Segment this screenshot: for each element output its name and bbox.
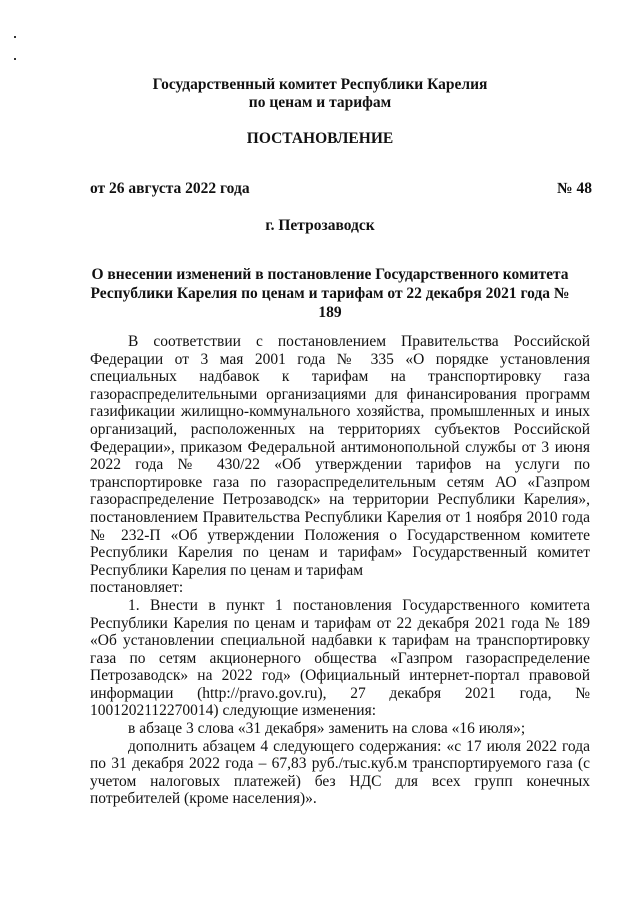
preamble-paragraph: В соответствии с постановлением Правительства Российской Федерации от 3 мая 2001 года № 335 «О порядке установления специальных надбавок к тарифам на транспортировку газа газораспределительными организациями для финансирования программ газификации жилищно-коммунального хозяйства, промышленных и иных организаций, расположенных на территориях субъектов Российской Федерации», приказом Федеральной антимонопольной службы от 3 июня 2022 года № 430/22 «Об утверждении тарифов на услуги по транспортировке газа по газораспределительным сетям АО «Газпром газораспределение Петрозаводск» на территории Республики Карелия», постановлением Правительства Республики Карелия от 1 ноября 2010 года № 232-П «Об утверждении Положения о Государственном комитете Республики Карелия по ценам и тарифам» Государственный комитет Республики Карелия по ценам и тарифам [90,333,590,579]
document-city: г. Петрозаводск [265,217,375,234]
amendment-2: дополнить абзацем 4 следующего содержания: «с 17 июля 2022 года по 31 декабря 2022 года – 67,83 руб./тыс.куб.м транспортируемого газа (с учетом налоговых платежей) без НДС для всех групп конечных потребителей (кроме населения)». [90,737,590,808]
subject-line-1: О внесении изменений в постановление Государственного комитета [91,266,569,283]
amendment-1: в абзаце 3 слова «31 декабря» заменить на слова «16 июля»; [128,720,526,738]
document-body [90,333,590,808]
scan-speck [14,36,16,38]
document-date: от 26 августа 2022 года [90,180,250,197]
issuing-organization [0,76,640,112]
subject-line-2: Республики Карелия по ценам и тарифам от 22 декабря 2021 года № 189 [90,285,570,321]
decree-word: постановляет: [90,579,184,597]
document-type: ПОСТАНОВЛЕНИЕ [246,130,394,147]
document-number: № 48 [557,180,592,197]
org-line-2: по ценам и тарифам [248,94,392,111]
scan-speck [14,58,16,60]
document-subject [80,265,580,322]
org-line-1: Государственный комитет Республики Карелия [152,76,488,93]
item-1-paragraph: 1. Внести в пункт 1 постановления Государственного комитета Республики Карелия по ценам и тарифам от 22 декабря 2021 года № 189 «Об установлении специальной надбавки к тарифам на транспортировку газа по сетям акционерного общества «Газпром газораспределение Петрозаводск» на 2022 год» (Официальный интернет-портал правовой информации (http://pravo.gov.ru), 27 декабря 2021 года, № 1001202112270014) следующие изменения: [90,596,590,720]
